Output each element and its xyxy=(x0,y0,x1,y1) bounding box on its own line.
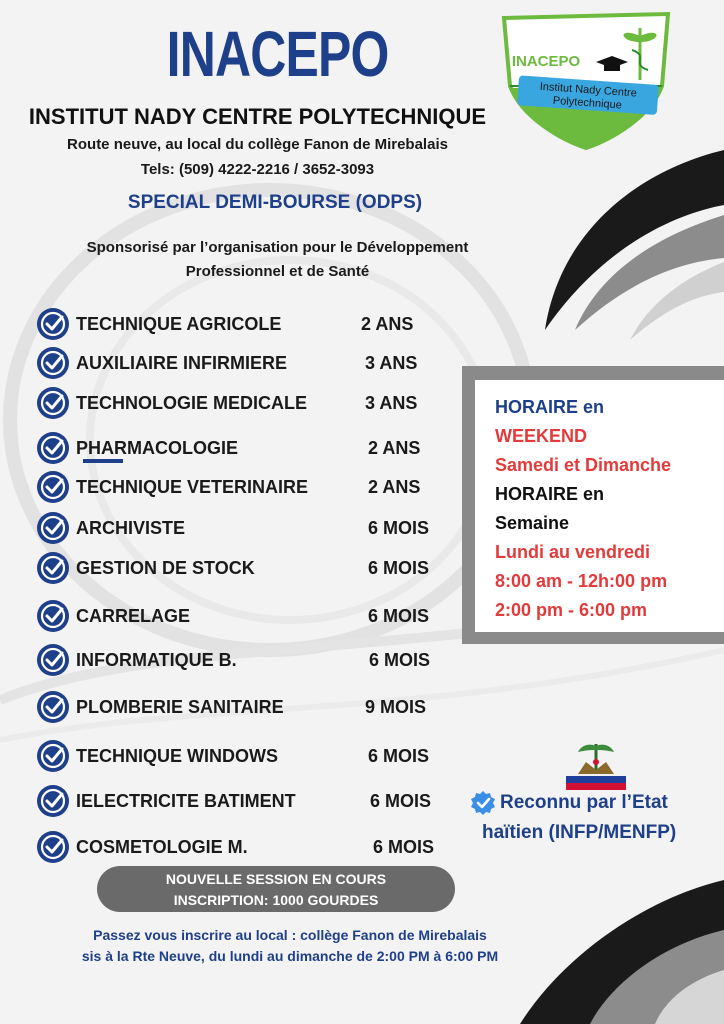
course-name: PLOMBERIE SANITAIRE xyxy=(76,697,284,717)
address: Route neuve, au local du collège Fanon de Mirebalais xyxy=(67,136,448,153)
course-name: CARRELAGE xyxy=(76,606,191,626)
course-duration: 6 MOIS xyxy=(370,791,432,811)
course-duration: 3 ANS xyxy=(365,393,418,413)
course-name: AUXILIAIRE INFIRMIERE xyxy=(76,353,288,373)
course-duration: 6 MOIS xyxy=(373,837,435,857)
course-name: ARCHIVISTE xyxy=(76,518,186,538)
check-circle-icon xyxy=(36,690,70,724)
logo-acronym: INACEPO xyxy=(511,53,581,70)
verified-badge-icon xyxy=(470,790,496,816)
schedule-line7: 8:00 am - 12h:00 pm xyxy=(495,571,668,591)
course-duration: 9 MOIS xyxy=(365,697,427,717)
schedule-line5: Semaine xyxy=(495,513,570,533)
check-circle-icon xyxy=(36,470,70,504)
coat-of-arms-icon xyxy=(566,740,626,790)
course-name: TECHNIQUE WINDOWS xyxy=(76,746,278,766)
course-item xyxy=(36,739,456,773)
course-item xyxy=(36,690,456,724)
session-banner xyxy=(97,866,455,912)
logo-line2: Polytechnique xyxy=(552,94,623,112)
institute-logo xyxy=(500,8,672,150)
footer-text xyxy=(30,925,550,967)
sponsor-line1: Sponsorisé par l’organisation pour le Développement xyxy=(86,239,469,256)
course-item xyxy=(36,784,456,818)
course-item xyxy=(36,307,456,341)
check-circle-icon xyxy=(36,431,70,465)
footer-line1: Passez vous inscrire au local : collège Fanon de Mirebalais xyxy=(93,927,487,943)
course-duration: 2 ANS xyxy=(368,438,421,458)
course-duration: 2 ANS xyxy=(368,477,421,497)
footer-line2: sis à la Rte Neuve, du lundi au dimanche de 2:00 PM à 6:00 PM xyxy=(81,948,499,964)
sponsor-text xyxy=(30,236,525,284)
course-duration: 6 MOIS xyxy=(368,606,430,626)
check-circle-icon xyxy=(36,551,70,585)
course-name: GESTION DE STOCK xyxy=(76,558,255,578)
session-line1: NOUVELLE SESSION EN COURS xyxy=(165,871,387,887)
brand-title: INACEPO xyxy=(166,18,389,90)
course-name: COSMETOLOGIE M. xyxy=(76,837,248,857)
check-circle-icon xyxy=(36,511,70,545)
check-circle-icon xyxy=(36,784,70,818)
course-item xyxy=(36,511,456,545)
schedule-line2: WEEKEND xyxy=(495,426,588,446)
check-circle-icon xyxy=(36,739,70,773)
course-name: IELECTRICITE BATIMENT xyxy=(76,791,296,811)
schedule-line1: HORAIRE en xyxy=(495,397,605,417)
course-name: PHARMACOLOGIE xyxy=(76,438,238,458)
check-circle-icon xyxy=(36,599,70,633)
schedule-line6: Lundi au vendredi xyxy=(495,542,651,562)
course-duration: 6 MOIS xyxy=(369,650,431,670)
logo-line1: Institut Nady Centre xyxy=(539,80,638,100)
course-name: TECHNOLOGIE MEDICALE xyxy=(76,393,308,413)
course-item xyxy=(36,470,456,504)
course-name: INFORMATIQUE B. xyxy=(76,650,237,670)
check-circle-icon xyxy=(36,307,70,341)
check-circle-icon xyxy=(36,386,70,420)
course-duration: 2 ANS xyxy=(361,314,414,334)
course-item xyxy=(36,346,456,380)
course-name: TECHNIQUE VETERINAIRE xyxy=(76,477,309,497)
course-name: TECHNIQUE AGRICOLE xyxy=(76,314,282,334)
schedule-line8: 2:00 pm - 6:00 pm xyxy=(495,600,648,620)
course-item xyxy=(36,551,456,585)
course-duration: 3 ANS xyxy=(365,353,418,373)
course-duration: 6 MOIS xyxy=(368,518,430,538)
institute-name: INSTITUT NADY CENTRE POLYTECHNIQUE xyxy=(28,104,487,129)
schedule-line4: HORAIRE en xyxy=(495,484,605,504)
recognition-line1: Reconnu par l’Etat xyxy=(500,792,668,813)
session-line2: INSCRIPTION: 1000 GOURDES xyxy=(173,892,379,908)
special-offer: SPECIAL DEMI-BOURSE (ODPS) xyxy=(127,192,423,213)
recognition-text xyxy=(470,788,724,848)
underline-mark xyxy=(83,459,123,463)
schedule-line3: Samedi et Dimanche xyxy=(495,455,672,475)
check-circle-icon xyxy=(36,346,70,380)
course-item xyxy=(36,830,456,864)
phone-numbers: Tels: (509) 4222-2216 / 3652-3093 xyxy=(140,161,375,178)
course-item xyxy=(36,643,456,677)
sponsor-line2: Professionnel et de Santé xyxy=(185,263,370,280)
recognition-line2: haïtien (INFP/MENFP) xyxy=(482,822,677,843)
check-circle-icon xyxy=(36,830,70,864)
course-item xyxy=(36,386,456,420)
check-circle-icon xyxy=(36,643,70,677)
course-duration: 6 MOIS xyxy=(368,746,430,766)
course-duration: 6 MOIS xyxy=(368,558,430,578)
course-item xyxy=(36,599,456,633)
